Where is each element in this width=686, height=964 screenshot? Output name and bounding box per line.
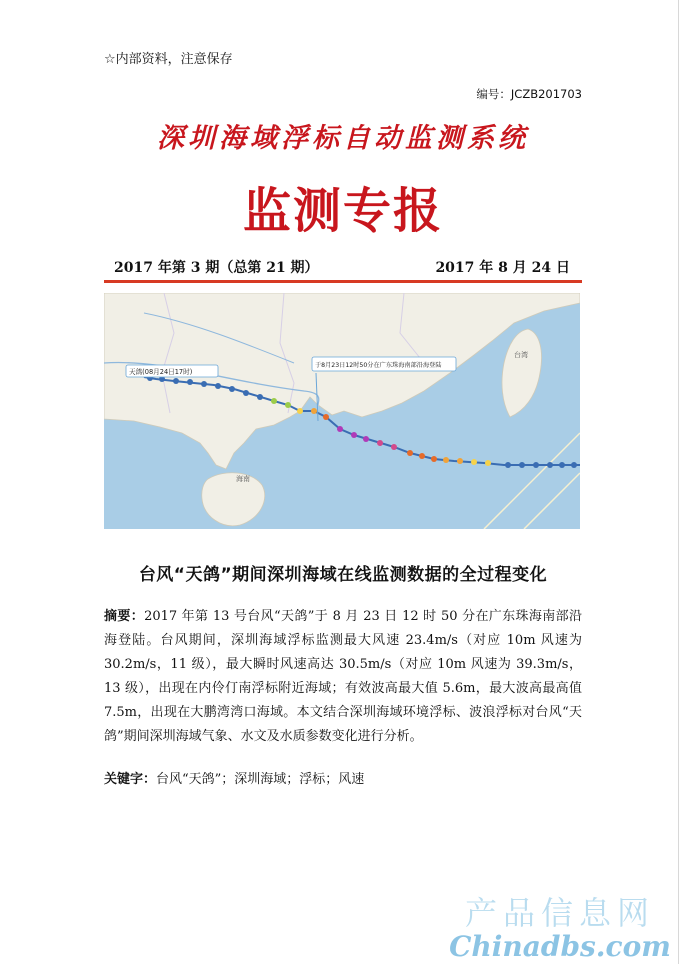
issue-number: 2017 年第 3 期（总第 21 期） [114,260,319,276]
serial-number: 编号：JCZB201703 [476,87,582,101]
confidential-notice: ☆内部资料，注意保存 [104,52,233,67]
label-taiwan: 台湾 [514,351,528,359]
watermark [440,888,680,963]
system-title: 深圳海域浮标自动监测系统 [157,123,529,154]
label-hainan: 海南 [236,475,250,483]
abstract-label: 摘要： [104,609,145,624]
map-svg [104,293,580,529]
watermark-cn: 产品信息网 [464,894,655,932]
abstract-paragraph [104,605,582,749]
abstract-text: 2017 年第 13 号台风“天鸽”于 8 月 23 日 12 时 50 分在广东珠海南部沿海登陆。台风期间，深圳海域浮标监测最大风速 23.4m/s（对应 10m 风速为 30.2m/s，11 级），最大瞬时风速高达 30.5m/s（对应 10m 风速为 39.3m/s，13 级），出现在内伶仃南浮标附近海域；有效波高最大值 5.6m，最大波高最高值 7.5m，出现在大鹏湾湾口海域。本文结合深圳海域环境浮标、波浪浮标对台风“天鸽”期间深圳海域气象、水文及水质参数变化进行分析。 [104,609,582,744]
typhoon-track-map [104,293,580,529]
article-title: 台风“天鸽”期间深圳海域在线监测数据的全过程变化 [138,565,548,585]
keywords-line [104,768,582,787]
keywords-text: 台风“天鸽”；深圳海域；浮标；风速 [156,772,365,787]
landfall-callout: 于8月23日12时50分在广东珠海南部沿海登陆 [315,362,442,369]
issue-date: 2017 年 8 月 24 日 [435,260,570,276]
report-title: 监测专报 [242,183,443,239]
watermark-en: Chinadbs.com [449,930,671,963]
keywords-label: 关键字： [104,772,157,787]
end-label: 天鸽(08月24日17时) [129,368,193,376]
header-divider [104,280,582,283]
